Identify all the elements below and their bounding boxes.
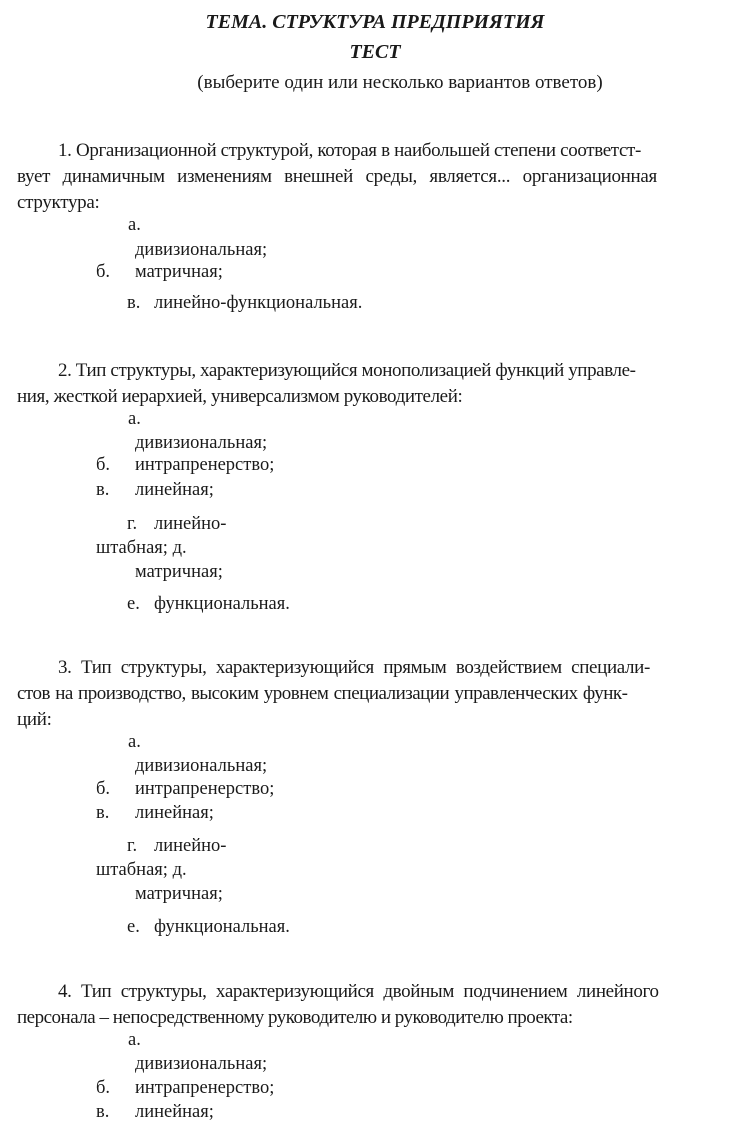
option-letter: а. <box>128 732 141 752</box>
option-b[interactable]: интрапренерство; <box>135 779 275 799</box>
option-f[interactable]: функциональная. <box>154 917 290 937</box>
option-d[interactable]: линейно- <box>154 836 227 856</box>
question-text-line: 3. Тип структуры, характеризующийся прямым воздействием специали- <box>58 657 650 678</box>
option-b[interactable]: матричная; <box>135 262 223 282</box>
instruction-text: (выберите один или несколько вариантов ответов) <box>197 72 603 93</box>
question-text-line: ций: <box>17 709 52 730</box>
page-title: ТЕМА. СТРУКТУРА ПРЕДПРИЯТИЯ <box>205 11 545 33</box>
option-d[interactable]: линейно- <box>154 514 227 534</box>
option-b[interactable]: интрапренерство; <box>135 1078 275 1098</box>
question-text-line: персонала – непосредственному руководителю и руководителю проекта: <box>17 1007 573 1028</box>
question-text-line: структура: <box>17 192 100 213</box>
test-label: ТЕСТ <box>349 41 401 63</box>
question-text-line: 4. Тип структуры, характеризующийся двойным подчинением линейного <box>58 981 659 1002</box>
question-text-line: стов на производство, высоким уровнем специализации управленческих функ- <box>17 683 628 704</box>
option-letter: в. <box>96 480 110 500</box>
option-f[interactable]: функциональная. <box>154 594 290 614</box>
option-b[interactable]: интрапренерство; <box>135 455 275 475</box>
option-letter: в. <box>96 803 110 823</box>
option-letter: в. <box>96 1102 110 1122</box>
question-text-line: 1. Организационной структурой, которая в наибольшей степени соответст- <box>58 140 641 161</box>
option-c[interactable]: линейная; <box>135 803 214 823</box>
option-continuation: штабная; д. <box>96 538 187 558</box>
option-letter: б. <box>96 779 111 799</box>
option-letter: б. <box>96 262 111 282</box>
option-continuation: штабная; д. <box>96 860 187 880</box>
option-letter: б. <box>96 455 111 475</box>
option-a[interactable]: дивизиональная; <box>135 1054 268 1074</box>
option-letter: б. <box>96 1078 111 1098</box>
option-e[interactable]: матричная; <box>135 884 223 904</box>
option-letter: г. <box>127 836 138 856</box>
option-letter: а. <box>128 215 141 235</box>
option-e[interactable]: матричная; <box>135 562 223 582</box>
question-text-line: 2. Тип структуры, характеризующийся монополизацией функций управле- <box>58 360 636 381</box>
option-letter: а. <box>128 409 141 429</box>
option-letter: в. <box>127 293 141 313</box>
option-c[interactable]: линейно-функциональная. <box>154 293 363 313</box>
option-c[interactable]: линейная; <box>135 480 214 500</box>
option-a[interactable]: дивизиональная; <box>135 433 268 453</box>
option-letter: е. <box>127 594 140 614</box>
option-letter: е. <box>127 917 140 937</box>
question-text-line: ния, жесткой иерархией, универсализмом руководителей: <box>17 386 463 407</box>
option-a[interactable]: дивизиональная; <box>135 240 268 260</box>
option-letter: г. <box>127 514 138 534</box>
option-c[interactable]: линейная; <box>135 1102 214 1122</box>
question-text-line: вует динамичным изменениям внешней среды, является... организационная <box>17 166 657 187</box>
option-letter: а. <box>128 1030 141 1050</box>
option-a[interactable]: дивизиональная; <box>135 756 268 776</box>
